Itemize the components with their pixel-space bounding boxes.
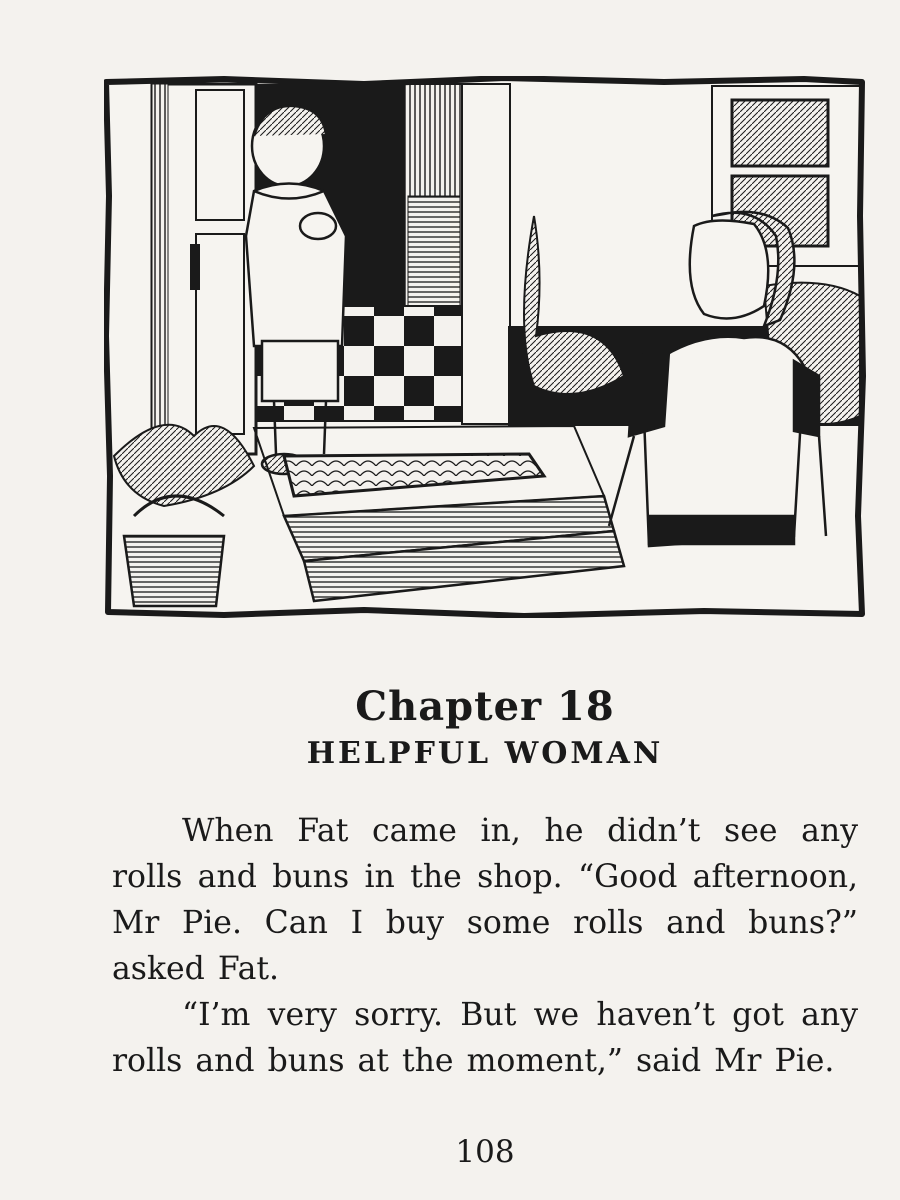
chapter-title: HELPFUL WOMAN: [306, 736, 664, 771]
illustration-drawing: [104, 76, 866, 618]
page-number: 108: [455, 1134, 515, 1170]
chapter-number: Chapter 18: [355, 683, 615, 730]
paragraph: “I’m very sorry. But we haven’t got any rolls and buns at the moment,” said Mr Pie.: [112, 997, 858, 1079]
chapter-illustration: [104, 76, 866, 618]
chapter-body: [112, 808, 858, 1084]
paragraph: When Fat came in, he didn’t see any rolls and buns in the shop. “Good afternoon, Mr Pie. Can I buy some rolls and buns?” asked Fat.: [112, 813, 858, 987]
